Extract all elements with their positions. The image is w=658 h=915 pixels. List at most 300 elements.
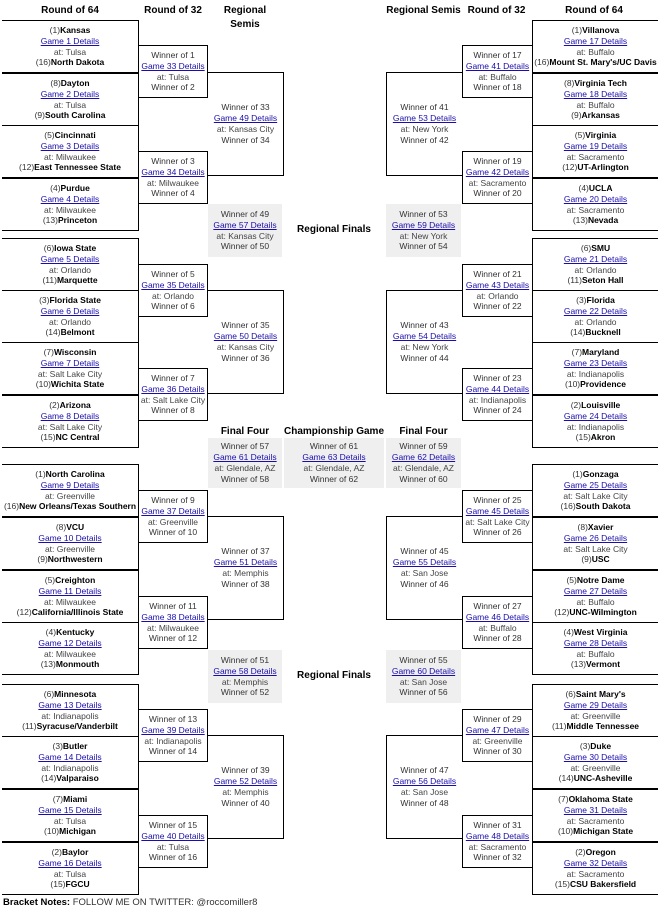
- seed: (4): [45, 626, 57, 637]
- game-details-link[interactable]: Game 62 Details: [391, 452, 456, 463]
- game-box-final-four: [208, 438, 282, 488]
- winner-of-bottom: Winner of 44: [400, 352, 449, 363]
- game-details-link[interactable]: Game 24 Details: [563, 410, 628, 421]
- game-details-link[interactable]: Game 21 Details: [563, 253, 628, 264]
- game-location: at: Orlando: [574, 316, 617, 327]
- game-location: at: Milwaukee: [147, 177, 199, 188]
- team-line: [40, 432, 99, 443]
- seed: (2): [49, 399, 60, 410]
- team-name: Xavier: [587, 521, 614, 532]
- game-details-link[interactable]: Game 57 Details: [213, 219, 277, 230]
- game-details-link[interactable]: Game 59 Details: [391, 219, 456, 230]
- game-location: at: Salt Lake City: [465, 516, 530, 527]
- game-location: at: Salt Lake City: [563, 543, 628, 554]
- winner-of-bottom: Winner of 38: [221, 578, 270, 589]
- team-line: [45, 575, 96, 586]
- team-name: Akron: [590, 432, 616, 443]
- seed: (6): [43, 688, 55, 699]
- game-details-link[interactable]: Game 31 Details: [563, 804, 628, 815]
- team-name: Arkansas: [581, 110, 620, 121]
- game-box-round-of-32: [139, 151, 208, 204]
- game-details-link[interactable]: Game 30 Details: [563, 751, 628, 762]
- game-location: at: Buffalo: [478, 71, 517, 82]
- winner-of-top: Winner of 43: [400, 320, 449, 331]
- team-line: [573, 215, 618, 226]
- winner-of-top: Winner of 41: [400, 102, 449, 113]
- game-box-round-of-64: [2, 178, 139, 231]
- game-box-round-of-64: [532, 842, 658, 895]
- game-box-round-of-32: [139, 368, 208, 421]
- game-details-link[interactable]: Game 1 Details: [40, 35, 100, 46]
- team-line: [43, 215, 97, 226]
- winner-of-top: Winner of 37: [221, 546, 270, 557]
- seed: (5): [574, 129, 586, 140]
- team-name: New Orleans/Texas Southern: [19, 501, 137, 512]
- team-name: UNC-Asheville: [573, 773, 633, 784]
- seed: (6): [565, 688, 576, 699]
- seed: (9): [581, 554, 592, 565]
- game-box-round-of-64: [2, 570, 139, 623]
- team-line: [558, 826, 633, 837]
- team-name: North Carolina: [45, 468, 105, 479]
- game-box-round-of-64: [532, 290, 658, 343]
- game-details-link[interactable]: Game 18 Details: [563, 88, 628, 99]
- game-details-link[interactable]: Game 52 Details: [213, 776, 278, 787]
- game-location: at: Greenville: [44, 490, 96, 501]
- game-box-round-of-32: [462, 596, 532, 649]
- team-line: [44, 243, 96, 254]
- winner-of-bottom: Winner of 22: [473, 301, 522, 312]
- seed: (13): [42, 215, 58, 226]
- team-name: Vermont: [586, 659, 621, 670]
- seed: (3): [39, 294, 50, 305]
- game-location: at: Tulsa: [53, 46, 87, 57]
- winner-of-top: Winner of 17: [473, 49, 522, 60]
- final-four-label-right: Final Four: [399, 426, 448, 437]
- team-line: [571, 659, 620, 670]
- team-name: California/Illinois State: [31, 607, 124, 618]
- game-details-link[interactable]: Game 9 Details: [40, 479, 100, 490]
- team-line: [576, 295, 615, 306]
- team-line: [562, 162, 629, 173]
- team-line: [564, 627, 628, 638]
- game-location: at: Orlando: [476, 290, 519, 301]
- seed: (3): [579, 740, 591, 751]
- game-box-round-of-64: [532, 736, 658, 789]
- team-line: [52, 847, 89, 858]
- team-line: [45, 327, 94, 338]
- final-four-label-left: Final Four: [220, 426, 270, 437]
- game-details-link[interactable]: Game 12 Details: [38, 637, 102, 648]
- game-details-link[interactable]: Game 35 Details: [141, 279, 205, 290]
- game-box-round-of-64: [2, 73, 139, 126]
- game-details-link[interactable]: Game 22 Details: [563, 305, 628, 316]
- team-line: [575, 130, 616, 141]
- team-name: Miami: [63, 793, 88, 804]
- game-details-link[interactable]: Game 25 Details: [563, 479, 628, 490]
- game-details-link[interactable]: Game 3 Details: [40, 140, 100, 151]
- game-location: at: Greenville: [570, 762, 621, 773]
- game-location: at: Glendale, AZ: [214, 463, 276, 473]
- winner-of-bottom: Winner of 58: [220, 473, 270, 484]
- game-location: at: Indianapolis: [144, 735, 202, 746]
- seed: (10): [44, 826, 60, 837]
- winner-of-top: Winner of 1: [151, 49, 195, 60]
- game-details-link[interactable]: Game 38 Details: [141, 611, 205, 622]
- team-name: CSU Bakersfield: [569, 879, 637, 890]
- winner-of-bottom: Winner of 10: [148, 527, 198, 538]
- game-box-round-of-32: [462, 264, 532, 317]
- team-line: [36, 379, 104, 390]
- seed: (13): [572, 215, 588, 226]
- game-box-round-of-32: [462, 45, 532, 98]
- winner-of-bottom: Winner of 50: [220, 241, 270, 252]
- team-name: Nevada: [587, 215, 619, 226]
- seed: (16): [534, 57, 550, 68]
- winner-of-bottom: Winner of 48: [400, 797, 449, 808]
- seed: (5): [566, 574, 577, 585]
- game-details-link[interactable]: Game 42 Details: [465, 166, 530, 177]
- seed: (16): [35, 57, 51, 68]
- game-location: at: Salt Lake City: [37, 368, 103, 379]
- seed: (15): [50, 879, 66, 890]
- game-box-round-of-64: [532, 517, 658, 570]
- winner-of-bottom: Winner of 30: [473, 746, 522, 757]
- game-details-link[interactable]: Game 41 Details: [465, 60, 530, 71]
- game-location: at: Greenville: [44, 543, 96, 554]
- team-line: [565, 689, 625, 700]
- game-details-link[interactable]: Game 20 Details: [563, 193, 628, 204]
- game-box-regional-semis: [208, 735, 284, 839]
- seed: (4): [563, 626, 574, 637]
- team-line: [558, 794, 633, 805]
- game-details-link[interactable]: Game 27 Details: [563, 585, 628, 596]
- seed: (3): [576, 294, 587, 305]
- seed: (9): [34, 110, 45, 121]
- seed: (8): [50, 77, 61, 88]
- winner-of-top: Winner of 33: [221, 102, 270, 113]
- game-details-link[interactable]: Game 55 Details: [392, 557, 457, 568]
- game-box-round-of-64: [2, 736, 139, 789]
- winner-of-top: Winner of 5: [151, 268, 195, 279]
- game-location: at: Kansas City: [216, 230, 274, 241]
- team-name: Wichita State: [50, 379, 105, 390]
- game-details-link[interactable]: Game 17 Details: [563, 35, 628, 46]
- game-details-link[interactable]: Game 16 Details: [38, 857, 102, 868]
- game-location: at: Milwaukee: [44, 151, 96, 162]
- game-details-link[interactable]: Game 46 Details: [465, 611, 530, 622]
- team-line: [41, 773, 99, 784]
- winner-of-bottom: Winner of 46: [400, 578, 449, 589]
- winner-of-top: Winner of 53: [399, 208, 448, 219]
- seed: (14): [45, 327, 61, 338]
- game-details-link[interactable]: Game 40 Details: [141, 830, 205, 841]
- seed: (11): [567, 275, 582, 286]
- game-details-link[interactable]: Game 11 Details: [38, 585, 102, 596]
- winner-of-bottom: Winner of 62: [309, 473, 359, 484]
- seed: (16): [560, 501, 576, 512]
- game-location: at: Greenville: [147, 516, 199, 527]
- winner-of-top: Winner of 23: [473, 372, 522, 383]
- game-details-link[interactable]: Game 33 Details: [141, 60, 205, 71]
- team-name: Baylor: [61, 846, 89, 857]
- team-line: [581, 243, 610, 254]
- seed: (11): [22, 721, 37, 732]
- winner-of-bottom: Winner of 54: [399, 241, 448, 252]
- game-box-round-of-64: [2, 395, 139, 448]
- seed: (10): [565, 379, 581, 390]
- team-name: Monmouth: [55, 659, 100, 670]
- seed: (3): [52, 740, 63, 751]
- team-name: Marquette: [56, 275, 98, 286]
- game-details-link[interactable]: Game 23 Details: [563, 357, 628, 368]
- team-name: UNC-Wilmington: [569, 607, 637, 618]
- team-name: SMU: [591, 242, 611, 253]
- seed: (16): [3, 501, 20, 512]
- team-line: [44, 347, 97, 358]
- seed: (12): [562, 162, 578, 173]
- game-location: at: Orlando: [48, 316, 92, 327]
- team-line: [35, 110, 106, 121]
- game-details-link[interactable]: Game 47 Details: [465, 724, 530, 735]
- game-details-link[interactable]: Game 37 Details: [141, 505, 205, 516]
- game-location: at: Sacramento: [468, 177, 527, 188]
- game-location: at: Orlando: [48, 264, 92, 275]
- team-name: Virginia: [585, 129, 617, 140]
- seed: (8): [564, 77, 575, 88]
- game-details-link[interactable]: Game 58 Details: [213, 665, 277, 676]
- game-details-link[interactable]: Game 6 Details: [40, 305, 100, 316]
- game-details-link[interactable]: Game 8 Details: [40, 410, 100, 421]
- game-details-link[interactable]: Game 45 Details: [465, 505, 530, 516]
- game-details-link[interactable]: Game 34 Details: [141, 166, 205, 177]
- winner-of-top: Winner of 25: [473, 494, 522, 505]
- game-box-round-of-64: [2, 20, 139, 73]
- team-line: [17, 607, 124, 618]
- team-line: [571, 400, 621, 411]
- seed: (15): [554, 879, 570, 890]
- game-details-link[interactable]: Game 5 Details: [40, 253, 100, 264]
- game-box-round-of-64: [2, 238, 139, 291]
- game-box-round-of-64: [532, 789, 658, 842]
- game-location: at: San Jose: [400, 568, 449, 578]
- game-details-link[interactable]: Game 14 Details: [38, 751, 102, 762]
- game-details-link[interactable]: Game 2 Details: [40, 88, 100, 99]
- team-line: [53, 794, 87, 805]
- game-box-round-of-64: [2, 622, 139, 675]
- winner-of-top: Winner of 49: [220, 208, 270, 219]
- game-details-link[interactable]: Game 60 Details: [391, 665, 456, 676]
- game-location: at: San Jose: [400, 787, 449, 797]
- seed: (10): [35, 379, 51, 390]
- team-name: Florida: [586, 294, 615, 305]
- team-line: [41, 659, 100, 670]
- seed: (2): [51, 846, 62, 857]
- championship-game-label: Championship Game: [284, 426, 385, 437]
- seed: (9): [571, 110, 582, 121]
- game-details-link[interactable]: Game 56 Details: [392, 776, 457, 787]
- team-name: Dayton: [60, 77, 90, 88]
- team-line: [561, 501, 631, 512]
- game-details-link[interactable]: Game 26 Details: [563, 532, 628, 543]
- game-location: at: Kansas City: [216, 342, 275, 352]
- game-location: at: Tulsa: [53, 868, 87, 879]
- winner-of-bottom: Winner of 18: [473, 82, 522, 93]
- bracket-notes-text: FOLLOW ME ON TWITTER: @roccomiller8: [72, 897, 258, 908]
- game-details-link[interactable]: Game 53 Details: [392, 113, 457, 124]
- game-details-link[interactable]: Game 63 Details: [302, 452, 366, 463]
- seed: (4): [50, 182, 61, 193]
- seed: (14): [570, 327, 586, 338]
- game-location: at: Memphis: [222, 787, 269, 797]
- seed: (7): [571, 346, 583, 357]
- game-details-link[interactable]: Game 19 Details: [563, 140, 628, 151]
- winner-of-bottom: Winner of 12: [148, 633, 198, 644]
- winner-of-bottom: Winner of 20: [473, 188, 522, 199]
- team-line: [566, 575, 624, 586]
- game-box-round-of-64: [532, 125, 658, 178]
- seed: (8): [55, 521, 67, 532]
- team-line: [559, 773, 633, 784]
- game-location: at: Orlando: [151, 290, 195, 301]
- bracket-notes-label: Bracket Notes:: [3, 897, 71, 908]
- team-name: Middle Tennessee: [566, 721, 640, 732]
- game-box-regional-semis: [386, 735, 462, 839]
- seed: (12): [554, 607, 570, 618]
- seed: (4): [578, 182, 589, 193]
- game-details-link[interactable]: Game 29 Details: [563, 699, 628, 710]
- game-box-round-of-32: [462, 151, 532, 204]
- game-details-link[interactable]: Game 10 Details: [38, 532, 102, 543]
- winner-of-bottom: Winner of 14: [148, 746, 198, 757]
- team-line: [567, 275, 623, 286]
- team-name: Virginia Tech: [574, 77, 627, 88]
- game-box-round-of-64: [2, 125, 139, 178]
- team-name: Saint Mary's: [575, 688, 626, 699]
- winner-of-top: Winner of 21: [473, 268, 522, 279]
- game-box-round-of-64: [532, 342, 658, 395]
- team-name: Florida State: [49, 294, 101, 305]
- seed: (15): [575, 432, 591, 443]
- seed: (2): [575, 846, 586, 857]
- game-location: at: Buffalo: [576, 648, 615, 659]
- game-location: at: Tulsa: [53, 815, 87, 826]
- team-line: [44, 689, 96, 700]
- game-details-link[interactable]: Game 36 Details: [141, 383, 205, 394]
- game-box-regional-semis: [208, 516, 284, 620]
- game-box-regional-semis: [386, 290, 462, 394]
- team-line: [579, 183, 613, 194]
- winner-of-bottom: Winner of 4: [151, 188, 195, 199]
- game-details-link[interactable]: Game 49 Details: [213, 113, 278, 124]
- game-details-link[interactable]: Game 28 Details: [563, 637, 628, 648]
- seed: (10): [557, 826, 574, 837]
- game-box-round-of-64: [532, 570, 658, 623]
- game-details-link[interactable]: Game 61 Details: [213, 452, 277, 463]
- team-line: [578, 522, 614, 533]
- team-name: Northwestern: [47, 554, 103, 565]
- team-name: Arizona: [59, 399, 91, 410]
- winner-of-bottom: Winner of 56: [399, 687, 448, 698]
- game-location: at: Sacramento: [468, 841, 527, 852]
- seed: (14): [41, 773, 57, 784]
- game-details-link[interactable]: Game 48 Details: [465, 830, 530, 841]
- team-name: UT-Arlington: [577, 162, 629, 173]
- game-box-round-of-32: [139, 264, 208, 317]
- team-name: Belmont: [60, 327, 95, 338]
- game-details-link[interactable]: Game 32 Details: [563, 857, 628, 868]
- game-details-link[interactable]: Game 39 Details: [141, 724, 205, 735]
- team-line: [581, 554, 609, 565]
- game-details-link[interactable]: Game 43 Details: [465, 279, 530, 290]
- team-line: [50, 25, 91, 36]
- game-details-link[interactable]: Game 15 Details: [38, 804, 102, 815]
- winner-of-top: Winner of 47: [400, 765, 449, 776]
- game-box-round-of-64: [532, 395, 658, 448]
- seed: (6): [43, 242, 55, 253]
- game-box-round-of-64: [532, 238, 658, 291]
- team-line: [534, 57, 656, 68]
- game-box-round-of-64: [2, 517, 139, 570]
- game-location: at: Glendale, AZ: [393, 463, 454, 473]
- game-box-round-of-64: [2, 464, 139, 517]
- game-box-regional-semis: [386, 516, 462, 620]
- winner-of-bottom: Winner of 32: [473, 852, 522, 863]
- team-name: Kansas: [60, 24, 91, 35]
- game-location: at: Buffalo: [576, 46, 615, 57]
- team-name: UCLA: [588, 182, 613, 193]
- game-location: at: Indianapolis: [468, 394, 527, 405]
- team-name: Syracuse/Vanderbilt: [36, 721, 118, 732]
- team-line: [46, 627, 95, 638]
- game-details-link[interactable]: Game 13 Details: [38, 699, 102, 710]
- team-line: [552, 721, 639, 732]
- team-name: VCU: [66, 521, 85, 532]
- game-location: at: Milwaukee: [147, 622, 199, 633]
- winner-of-top: Winner of 55: [399, 654, 448, 665]
- game-location: at: Tulsa: [53, 99, 87, 110]
- winner-of-bottom: Winner of 16: [148, 852, 198, 863]
- game-box-regional-final: [208, 204, 282, 257]
- team-line: [572, 469, 618, 480]
- game-box-round-of-32: [462, 490, 532, 543]
- header-round-of-64-left: Round of 64: [41, 5, 99, 16]
- seed: (1): [572, 468, 583, 479]
- game-box-round-of-64: [2, 290, 139, 343]
- game-details-link[interactable]: Game 50 Details: [213, 331, 278, 342]
- game-location: at: Milwaukee: [44, 596, 96, 607]
- header-regional-semis-right: Regional Semis: [386, 5, 461, 16]
- game-box-final-four: [386, 438, 461, 488]
- winner-of-bottom: Winner of 52: [220, 687, 270, 698]
- game-box-regional-final: [386, 650, 461, 703]
- seed: (8): [577, 521, 588, 532]
- team-name: Louisville: [581, 399, 621, 410]
- game-details-link[interactable]: Game 4 Details: [40, 193, 100, 204]
- team-name: Gonzaga: [582, 468, 619, 479]
- game-details-link[interactable]: Game 51 Details: [213, 557, 278, 568]
- winner-of-bottom: Winner of 28: [473, 633, 522, 644]
- game-details-link[interactable]: Game 54 Details: [392, 331, 457, 342]
- team-name: Wisconsin: [53, 346, 97, 357]
- seed: (11): [551, 721, 567, 732]
- game-box-round-of-64: [532, 684, 658, 737]
- game-location: at: Sacramento: [566, 815, 625, 826]
- winner-of-top: Winner of 13: [148, 713, 198, 724]
- game-box-round-of-32: [462, 815, 532, 868]
- game-details-link[interactable]: Game 44 Details: [465, 383, 530, 394]
- game-details-link[interactable]: Game 7 Details: [40, 357, 100, 368]
